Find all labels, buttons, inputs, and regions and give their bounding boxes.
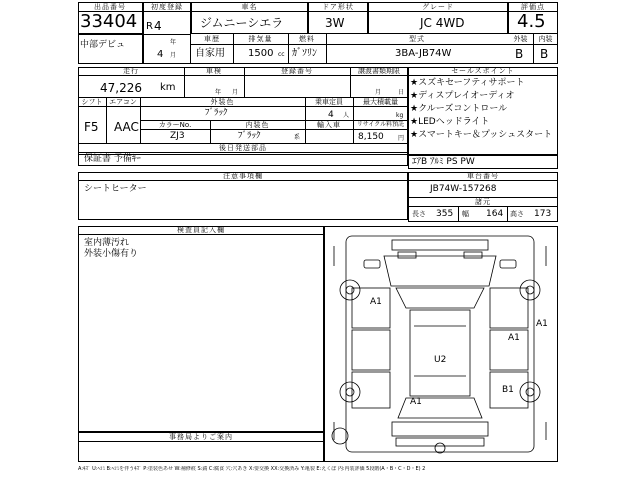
displacement-label: 排気量	[248, 35, 273, 43]
score-value: 4.5	[517, 11, 546, 32]
recycle-fee-label: リサイクル料預託	[356, 121, 405, 128]
sales-point-item: ★LEDヘッドライト	[410, 117, 490, 127]
sales-point-item: ★スズキセーフティサポート	[410, 78, 525, 88]
inspection-year: 年	[215, 89, 222, 96]
door-label: ドア形状	[322, 3, 354, 11]
recycle-day: 日	[398, 89, 405, 96]
later-docs-label: 後日発送部品	[219, 144, 267, 152]
interior-grade-label: 内装	[538, 35, 553, 43]
model-value: 3BA-JB74W	[395, 48, 452, 59]
ac-label: エアコン	[109, 98, 137, 106]
length-value: 355	[436, 209, 454, 219]
mileage-value: 47,226	[100, 81, 142, 95]
later-docs-text: 保証書 予備ｷｰ	[84, 154, 141, 164]
capacity-unit: 人	[343, 112, 350, 119]
damage-mark: A1	[508, 333, 520, 343]
recycle-month: 月	[375, 89, 382, 96]
width-label: 幅	[462, 210, 469, 218]
load-unit: kg	[396, 112, 404, 119]
damage-mark: A1	[536, 319, 548, 329]
recycle-fee-unit: 円	[398, 135, 405, 142]
capacity-label: 乗車定員	[315, 98, 343, 106]
shift-value: F5	[84, 120, 99, 134]
office-label: 事務局よりご案内	[169, 433, 233, 441]
fuel-value: ｶﾞｿﾘﾝ	[292, 48, 317, 59]
usage-label: 車歴	[204, 35, 220, 43]
reg-year-unit: 年	[170, 39, 177, 46]
displacement-value: 1500	[248, 48, 274, 59]
notes-text: シートヒーター	[84, 184, 147, 194]
damage-mark: A1	[370, 297, 382, 307]
debut-text: 中部デビュ	[80, 40, 126, 50]
notes-label: 注意事項欄	[223, 172, 263, 180]
sales-point-item: ★スマートキー＆プッシュスタート	[410, 130, 553, 140]
first-reg-label: 初度登録	[151, 3, 183, 11]
interior-grade: B	[540, 47, 549, 61]
int-color-value: ﾌﾞﾗｯｸ	[238, 131, 261, 141]
inspector-line: 外装小傷有り	[84, 249, 139, 259]
chassis-number: JB74W-157268	[430, 184, 497, 194]
chassis-label: 車台番号	[467, 172, 499, 180]
car-name: ジムニーシエラ	[200, 16, 284, 30]
height-value: 173	[534, 209, 552, 219]
mileage-label: 走行	[123, 67, 139, 75]
damage-mark: U2	[434, 355, 447, 365]
legend-text: A:ｷｽﾞ U:ﾍｺﾐ B:ﾍｺﾐを伴うｷｽﾞ P:塗装色あせ W:補修痕 S:錆 C:腐食 穴:穴あき X:要交換 XX:交換済み Y:亀裂 E:えくぼ 内:内装評価 5段階(A・B・C・D・E) 2	[78, 466, 426, 472]
inspection-month: 月	[232, 89, 239, 96]
int-color-suffix: 系	[294, 134, 301, 141]
grade-value: JC 4WD	[420, 16, 465, 30]
car-damage-diagram	[324, 226, 558, 462]
damage-mark: A1	[410, 397, 422, 407]
height-label: 高さ	[510, 210, 524, 218]
ext-color-value: ﾌﾞﾗｯｸ	[205, 108, 228, 118]
grade-label: グレード	[422, 3, 454, 11]
sales-point-item: ★クルーズコントロール	[410, 104, 508, 114]
recycle-fee-value: 8,150	[358, 132, 384, 142]
ext-color-label: 外装色	[210, 98, 235, 106]
ac-value: AAC	[114, 120, 139, 134]
sales-points-label: セールスポイント	[451, 67, 515, 75]
color-no-label: カラーNo.	[158, 121, 192, 129]
exterior-grade: B	[515, 47, 524, 61]
model-label: 型式	[409, 35, 425, 43]
dims-label: 諸元	[475, 198, 491, 206]
length-label: 長さ	[412, 210, 426, 218]
equipment-text: ｴｱB ｱﾙﾐ PS PW	[412, 157, 475, 167]
usage-value: 自家用	[195, 48, 225, 59]
era: R	[146, 21, 153, 32]
load-label: 最大積載量	[363, 98, 398, 106]
door-type: 3W	[325, 16, 345, 30]
exterior-grade-label: 外装	[513, 35, 528, 43]
inspector-line: 室内薄汚れ	[84, 238, 130, 248]
displacement-unit: cc	[278, 51, 285, 58]
score-label: 評価点	[521, 3, 545, 11]
fuel-label: 燃料	[299, 35, 315, 43]
lot-number: 33404	[80, 11, 138, 32]
inspector-label: 検査員記入欄	[177, 226, 225, 234]
reg-no-label: 登録番号	[281, 67, 313, 75]
capacity-value: 4	[328, 110, 334, 120]
shift-label: シフト	[81, 98, 103, 106]
mileage-unit: km	[160, 82, 176, 93]
inspection-label: 車検	[206, 67, 222, 75]
import-label: 輸入車	[317, 121, 341, 129]
reg-year: 4	[154, 19, 162, 33]
lot-label: 出品番号	[94, 3, 126, 11]
reg-month: 4	[157, 49, 164, 60]
width-value: 164	[486, 209, 504, 219]
reg-month-unit: 月	[170, 52, 177, 59]
car-name-label: 車名	[241, 3, 258, 11]
damage-mark: B1	[502, 385, 514, 395]
color-no-value: ZJ3	[170, 131, 185, 141]
sales-point-item: ★ディスプレイオーディオ	[410, 91, 515, 101]
recycle-date-label: 譲渡書類期限	[358, 67, 400, 75]
int-color-label: 内装色	[245, 121, 270, 129]
